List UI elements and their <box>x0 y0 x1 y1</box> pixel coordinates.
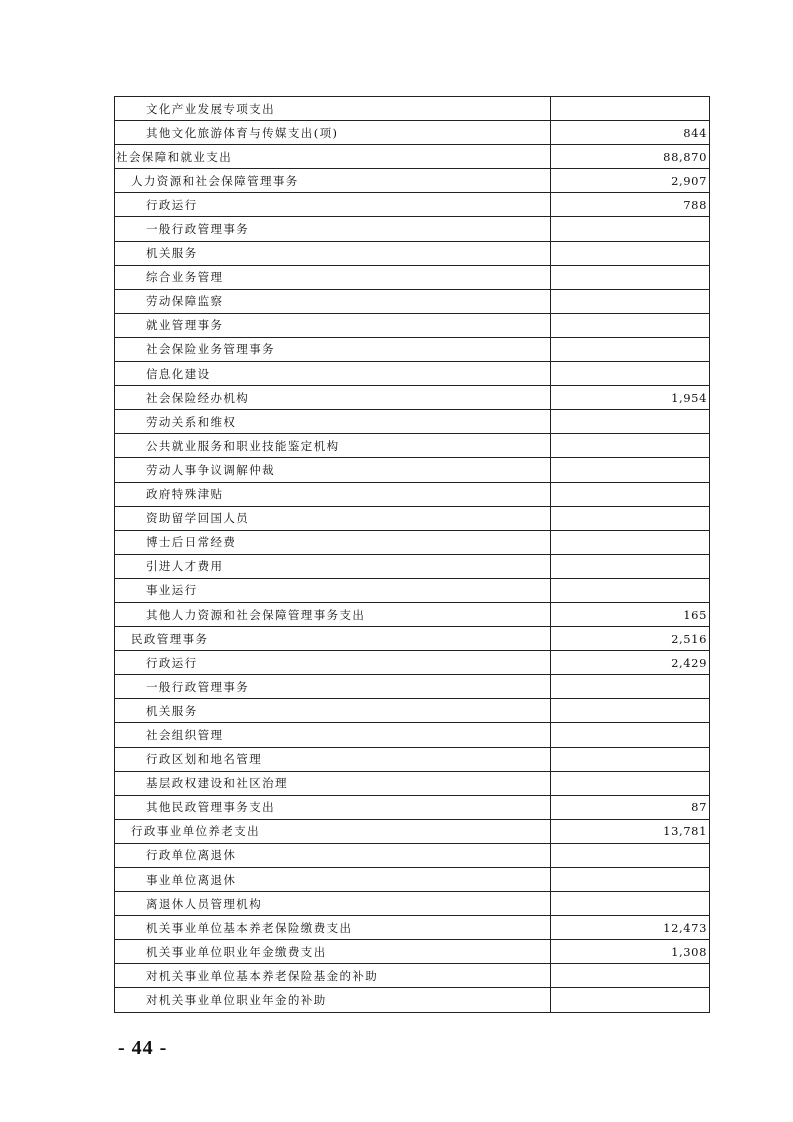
amount-cell <box>551 410 710 434</box>
item-name-cell: 其他人力资源和社会保障管理事务支出 <box>115 602 551 626</box>
table-row <box>115 337 710 361</box>
amount-cell: 2,907 <box>551 169 710 193</box>
item-name-cell: 一般行政管理事务 <box>115 217 551 241</box>
table-row <box>115 121 710 145</box>
amount-cell: 844 <box>551 121 710 145</box>
table-row <box>115 265 710 289</box>
table-row <box>115 386 710 410</box>
item-name-cell: 资助留学回国人员 <box>115 506 551 530</box>
item-name-cell: 基层政权建设和社区治理 <box>115 771 551 795</box>
item-name-cell: 社会保障和就业支出 <box>115 145 551 169</box>
item-name-cell: 政府特殊津贴 <box>115 482 551 506</box>
item-name-cell: 事业单位离退休 <box>115 868 551 892</box>
table-row <box>115 217 710 241</box>
amount-cell <box>551 747 710 771</box>
item-name-cell: 综合业务管理 <box>115 265 551 289</box>
item-name-cell: 机关服务 <box>115 241 551 265</box>
amount-cell <box>551 771 710 795</box>
amount-cell <box>551 265 710 289</box>
item-name-cell: 社会保险经办机构 <box>115 386 551 410</box>
table-row <box>115 458 710 482</box>
table-row <box>115 289 710 313</box>
amount-cell <box>551 530 710 554</box>
amount-cell <box>551 699 710 723</box>
amount-cell <box>551 217 710 241</box>
table-row <box>115 145 710 169</box>
item-name-cell: 对机关事业单位职业年金的补助 <box>115 988 551 1012</box>
item-name-cell: 劳动关系和维权 <box>115 410 551 434</box>
item-name-cell: 其他民政管理事务支出 <box>115 795 551 819</box>
amount-cell <box>551 964 710 988</box>
amount-cell: 2,429 <box>551 651 710 675</box>
item-name-cell: 就业管理事务 <box>115 313 551 337</box>
amount-cell: 788 <box>551 193 710 217</box>
table-row <box>115 410 710 434</box>
amount-cell: 88,870 <box>551 145 710 169</box>
table-row <box>115 434 710 458</box>
table-row <box>115 892 710 916</box>
item-name-cell: 事业运行 <box>115 578 551 602</box>
item-name-cell: 行政事业单位养老支出 <box>115 819 551 843</box>
table-row <box>115 723 710 747</box>
item-name-cell: 人力资源和社会保障管理事务 <box>115 169 551 193</box>
item-name-cell: 一般行政管理事务 <box>115 675 551 699</box>
table-row <box>115 868 710 892</box>
amount-cell <box>551 843 710 867</box>
table-row <box>115 362 710 386</box>
amount-cell <box>551 458 710 482</box>
table-body <box>115 97 710 1013</box>
amount-cell: 13,781 <box>551 819 710 843</box>
item-name-cell: 机关服务 <box>115 699 551 723</box>
table-row <box>115 506 710 530</box>
table-row <box>115 916 710 940</box>
item-name-cell: 博士后日常经费 <box>115 530 551 554</box>
table-row <box>115 602 710 626</box>
item-name-cell: 行政运行 <box>115 651 551 675</box>
amount-cell <box>551 97 710 121</box>
table-row <box>115 313 710 337</box>
item-name-cell: 信息化建设 <box>115 362 551 386</box>
item-name-cell: 行政区划和地名管理 <box>115 747 551 771</box>
amount-cell <box>551 362 710 386</box>
table-row <box>115 241 710 265</box>
budget-expenditure-table <box>114 96 710 1013</box>
item-name-cell: 离退休人员管理机构 <box>115 892 551 916</box>
item-name-cell: 引进人才费用 <box>115 554 551 578</box>
amount-cell <box>551 988 710 1012</box>
amount-cell <box>551 482 710 506</box>
table-row <box>115 193 710 217</box>
amount-cell <box>551 868 710 892</box>
table-row <box>115 554 710 578</box>
item-name-cell: 劳动保障监察 <box>115 289 551 313</box>
amount-cell: 1,954 <box>551 386 710 410</box>
table-row <box>115 627 710 651</box>
table-row <box>115 940 710 964</box>
table-row <box>115 819 710 843</box>
item-name-cell: 行政运行 <box>115 193 551 217</box>
amount-cell <box>551 434 710 458</box>
table-row <box>115 699 710 723</box>
amount-cell <box>551 675 710 699</box>
table-row <box>115 651 710 675</box>
item-name-cell: 机关事业单位基本养老保险缴费支出 <box>115 916 551 940</box>
table-row <box>115 843 710 867</box>
table-row <box>115 988 710 1012</box>
amount-cell <box>551 289 710 313</box>
table-row <box>115 97 710 121</box>
table-row <box>115 964 710 988</box>
item-name-cell: 文化产业发展专项支出 <box>115 97 551 121</box>
item-name-cell: 对机关事业单位基本养老保险基金的补助 <box>115 964 551 988</box>
table-row <box>115 795 710 819</box>
item-name-cell: 社会组织管理 <box>115 723 551 747</box>
amount-cell <box>551 554 710 578</box>
item-name-cell: 社会保险业务管理事务 <box>115 337 551 361</box>
amount-cell: 12,473 <box>551 916 710 940</box>
amount-cell: 2,516 <box>551 627 710 651</box>
amount-cell: 87 <box>551 795 710 819</box>
item-name-cell: 行政单位离退休 <box>115 843 551 867</box>
amount-cell <box>551 723 710 747</box>
page-number: - 44 - <box>118 1037 168 1059</box>
table-row <box>115 169 710 193</box>
table-row <box>115 482 710 506</box>
amount-cell: 1,308 <box>551 940 710 964</box>
amount-cell <box>551 578 710 602</box>
amount-cell <box>551 241 710 265</box>
table-row <box>115 675 710 699</box>
item-name-cell: 机关事业单位职业年金缴费支出 <box>115 940 551 964</box>
amount-cell <box>551 892 710 916</box>
amount-cell <box>551 506 710 530</box>
amount-cell <box>551 337 710 361</box>
table-row <box>115 747 710 771</box>
item-name-cell: 公共就业服务和职业技能鉴定机构 <box>115 434 551 458</box>
amount-cell: 165 <box>551 602 710 626</box>
table-row <box>115 578 710 602</box>
item-name-cell: 民政管理事务 <box>115 627 551 651</box>
item-name-cell: 劳动人事争议调解仲裁 <box>115 458 551 482</box>
amount-cell <box>551 313 710 337</box>
item-name-cell: 其他文化旅游体育与传媒支出(项) <box>115 121 551 145</box>
table-row <box>115 771 710 795</box>
table-row <box>115 530 710 554</box>
